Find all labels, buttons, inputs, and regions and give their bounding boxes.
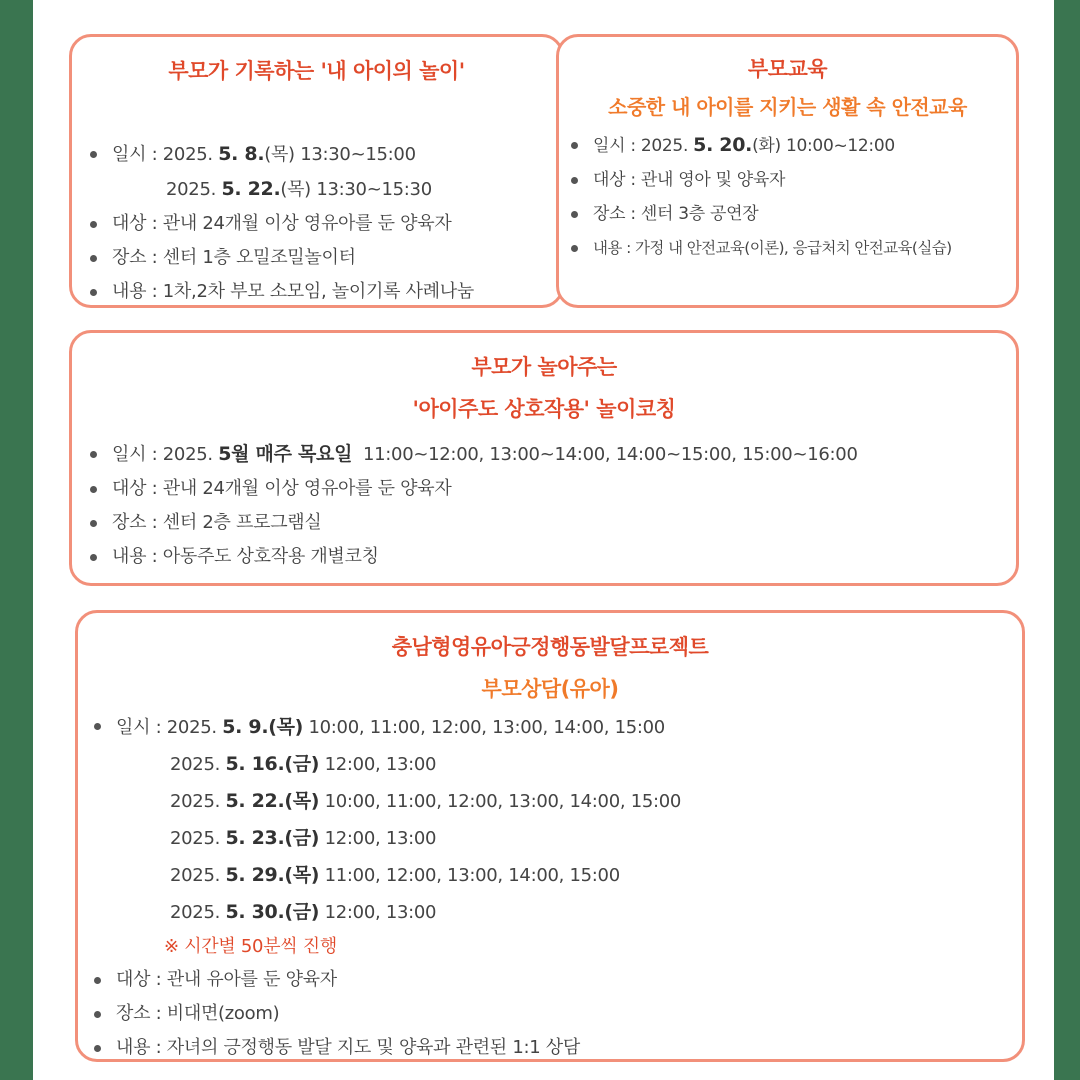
date-bold: 5. 23.(금): [225, 827, 320, 849]
card-subtitle: '아이주도 상호작용' 놀이코칭: [412, 397, 676, 421]
date-line: [90, 137, 561, 172]
date-line: [90, 437, 1016, 472]
target-line: 대상 : 관내 영아 및 양육자: [571, 163, 1016, 197]
card-safety: [556, 34, 1019, 308]
date-bold: 5월 매주 목요일: [218, 443, 353, 465]
target-line: 대상 : 관내 24개월 이상 영유아를 둔 양육자: [90, 472, 1016, 506]
date-bold: 5. 8.: [218, 143, 265, 165]
date-line-5: [94, 857, 1022, 894]
date-bold: 5. 29.(목): [225, 864, 320, 886]
date-bold: 5. 16.(금): [225, 753, 320, 775]
date-bold: 5. 22.(목): [225, 790, 320, 812]
card-subtitle: 부모상담(유아): [481, 677, 619, 701]
date-pre: 2025.: [170, 902, 226, 923]
date-rest: 10:00, 11:00, 12:00, 13:00, 14:00, 15:00: [319, 791, 682, 812]
date-rest: (화) 10:00~12:00: [752, 136, 895, 156]
card-title: 부모교육: [747, 57, 828, 81]
content-line: 내용 : 아동주도 상호작용 개별코칭: [90, 540, 1016, 574]
date-label: 일시 : 2025.: [593, 136, 694, 156]
date-line-6: [94, 894, 1022, 931]
date-pre: 2025.: [170, 754, 226, 775]
date-bold: 5. 22.: [221, 178, 281, 200]
card-title: 부모가 기록하는 '내 아이의 놀이': [168, 59, 465, 83]
target-line: 대상 : 관내 유아를 둔 양육자: [94, 963, 1022, 997]
date-bold: 5. 30.(금): [225, 901, 320, 923]
content-line: 내용 : 가정 내 안전교육(이론), 응급처치 안전교육(실습): [571, 231, 1016, 265]
date-line-2: [90, 172, 561, 207]
date-rest: 12:00, 13:00: [319, 754, 437, 775]
date-bold: 5. 9.(목): [222, 716, 304, 738]
date-rest: 11:00~12:00, 13:00~14:00, 14:00~15:00, 15:00~16:00: [352, 444, 858, 465]
date-line: [94, 709, 1022, 746]
date-rest: (목) 13:30~15:30: [280, 179, 432, 200]
date-pre: 2025.: [166, 179, 222, 200]
date-line-3: [94, 783, 1022, 820]
date-rest: 12:00, 13:00: [319, 828, 437, 849]
content-line: 내용 : 자녀의 긍정행동 발달 지도 및 양육과 관련된 1:1 상담: [94, 1031, 1022, 1065]
date-bold: 5. 20.: [693, 134, 753, 156]
date-pre: 2025.: [170, 828, 226, 849]
place-line: 장소 : 센터 3층 공연장: [571, 197, 1016, 231]
program-sheet: [33, 0, 1054, 1080]
card-play-record: [69, 34, 564, 308]
card-counsel: [75, 610, 1025, 1062]
date-label: 일시 : 2025.: [112, 144, 219, 165]
time-note: ※ 시간별 50분씩 진행: [164, 936, 337, 957]
place-line: 장소 : 비대면(zoom): [94, 997, 1022, 1031]
card-title: 충남형영유아긍정행동발달프로젝트: [391, 635, 709, 659]
card-title: 부모가 놀아주는: [471, 355, 617, 379]
date-rest: (목) 13:30~15:00: [264, 144, 416, 165]
date-rest: 10:00, 11:00, 12:00, 13:00, 14:00, 15:00: [303, 717, 665, 738]
card-subtitle: 소중한 내 아이를 지키는 생활 속 안전교육: [608, 95, 967, 119]
card-coaching: [69, 330, 1019, 586]
date-label: 일시 : 2025.: [116, 717, 223, 738]
date-line-2: [94, 746, 1022, 783]
content-line: 내용 : 1차,2차 부모 소모임, 놀이기록 사례나눔: [90, 275, 561, 309]
place-line: 장소 : 센터 2층 프로그램실: [90, 506, 1016, 540]
date-label: 일시 : 2025.: [112, 444, 219, 465]
date-pre: 2025.: [170, 791, 226, 812]
place-line: 장소 : 센터 1층 오밀조밀놀이터: [90, 241, 561, 275]
date-pre: 2025.: [170, 865, 226, 886]
target-line: 대상 : 관내 24개월 이상 영유아를 둔 양육자: [90, 207, 561, 241]
date-rest: 12:00, 13:00: [319, 902, 437, 923]
date-line: [571, 128, 1016, 163]
date-rest: 11:00, 12:00, 13:00, 14:00, 15:00: [319, 865, 620, 886]
date-line-4: [94, 820, 1022, 857]
